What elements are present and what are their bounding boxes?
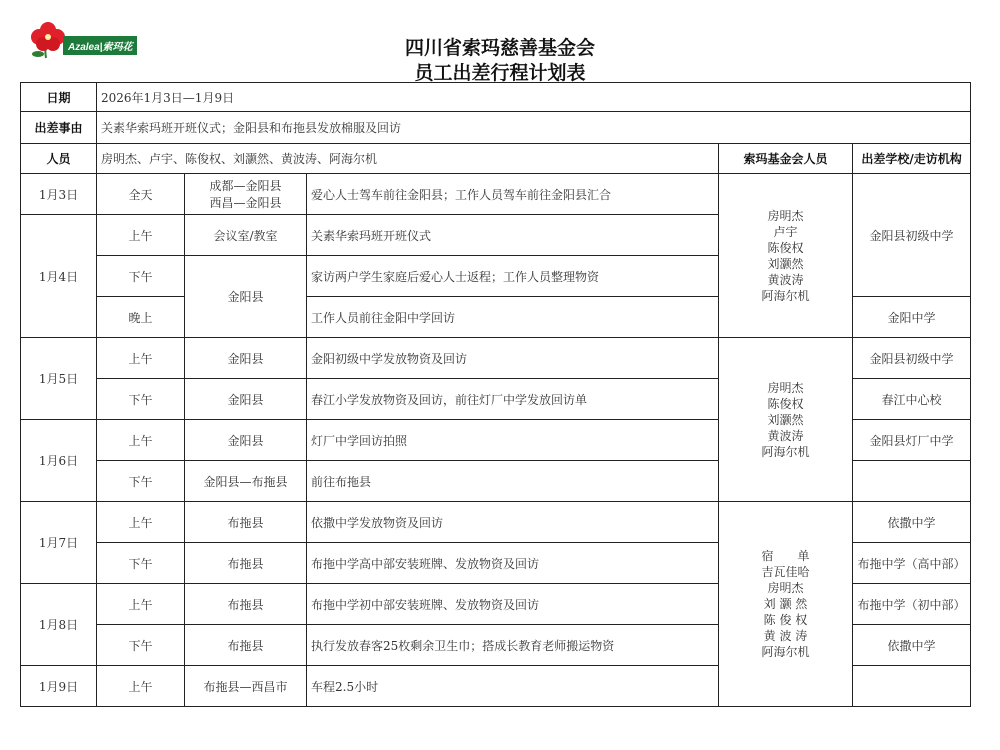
school-column-header: 出差学校/走访机构: [853, 144, 971, 174]
place-cell: 金阳县: [185, 379, 307, 420]
day-cell: 1月3日: [21, 174, 97, 215]
logo-text: Azalea|索玛花: [63, 36, 137, 55]
staff-name: 黄 波 涛: [763, 629, 808, 643]
content-cell: 春江小学发放物资及回访，前往灯厂中学发放回访单: [307, 379, 719, 420]
reason-row: [21, 112, 971, 144]
table-row: [21, 338, 971, 379]
time-cell: 上午: [97, 338, 185, 379]
school-cell: 布拖中学（初中部）: [853, 584, 971, 625]
staff-name: 吉瓦佳哈: [761, 565, 810, 579]
school-cell: 春江中心校: [853, 379, 971, 420]
content-cell: 金阳初级中学发放物资及回访: [307, 338, 719, 379]
itinerary-table: [20, 82, 971, 707]
time-cell: 上午: [97, 420, 185, 461]
staff-name: 阿海尔机: [761, 444, 810, 459]
time-cell: 全天: [97, 174, 185, 215]
time-cell: 上午: [97, 666, 185, 707]
day-cell: 1月9日: [21, 666, 97, 707]
time-cell: 下午: [97, 379, 185, 420]
time-cell: 下午: [97, 461, 185, 502]
people-label: 人员: [21, 144, 97, 174]
school-cell: 布拖中学（高中部）: [853, 543, 971, 584]
place-cell: 金阳县: [185, 338, 307, 379]
staff-name: 卢宇: [773, 224, 798, 239]
content-cell: 执行发放春客25枚剩余卫生巾；搭成长教育老师搬运物资: [307, 625, 719, 666]
content-cell: 前往布拖县: [307, 461, 719, 502]
time-cell: 晚上: [97, 297, 185, 338]
staff-name: 房明杰: [767, 208, 804, 223]
school-cell: 金阳县灯厂中学: [853, 420, 971, 461]
table-row: [21, 502, 971, 543]
reason-label: 出差事由: [21, 112, 97, 144]
content-cell: 关素华索玛班开班仪式: [307, 215, 719, 256]
place-cell: 布拖县—西昌市: [185, 666, 307, 707]
date-row: [21, 83, 971, 112]
place-cell: 布拖县: [185, 625, 307, 666]
time-cell: 上午: [97, 502, 185, 543]
content-cell: 布拖中学初中部安装班牌、发放物资及回访: [307, 584, 719, 625]
school-cell: 金阳中学: [853, 297, 971, 338]
day-cell: 1月5日: [21, 338, 97, 420]
document-subtitle: 员工出差行程计划表: [414, 62, 586, 84]
time-cell: 下午: [97, 256, 185, 297]
staff-group-2: [719, 338, 853, 502]
content-cell: 爱心人士驾车前往金阳县；工作人员驾车前往金阳县汇合: [307, 174, 719, 215]
place-cell: 金阳县—布拖县: [185, 461, 307, 502]
date-label: 日期: [21, 83, 97, 112]
school-cell: [853, 461, 971, 502]
day-cell: 1月4日: [21, 215, 97, 338]
school-cell: 金阳县初级中学: [853, 174, 971, 297]
day-cell: 1月8日: [21, 584, 97, 666]
staff-name: 黄波涛: [767, 428, 804, 443]
school-cell: [853, 666, 971, 707]
content-cell: 布拖中学高中部安装班牌、发放物资及回访: [307, 543, 719, 584]
people-row: [21, 144, 971, 174]
staff-name: 陈 俊 权: [763, 613, 808, 627]
staff-name: 房明杰: [767, 581, 804, 595]
staff-name: 刘 灏 然: [763, 597, 808, 611]
place-cell: [185, 174, 307, 215]
school-cell: 金阳县初级中学: [853, 338, 971, 379]
staff-name: 黄波涛: [767, 272, 804, 287]
staff-group-1: [719, 174, 853, 338]
school-cell: 依撒中学: [853, 502, 971, 543]
staff-name: 刘灏然: [767, 256, 804, 271]
content-cell: 车程2.5小时: [307, 666, 719, 707]
place-cell: 布拖县: [185, 584, 307, 625]
staff-name: 阿海尔机: [761, 645, 810, 659]
place-cell: 金阳县: [185, 256, 307, 338]
day-cell: 1月7日: [21, 502, 97, 584]
day-cell: 1月6日: [21, 420, 97, 502]
reason-value: 关素华索玛班开班仪式；金阳县和布拖县发放棉服及回访: [97, 112, 971, 144]
place-line: 成都—金阳县: [209, 179, 282, 193]
time-cell: 下午: [97, 625, 185, 666]
place-line: 西昌—金阳县: [209, 196, 282, 210]
table-row: [21, 174, 971, 215]
place-cell: 布拖县: [185, 502, 307, 543]
people-value: 房明杰、卢宇、陈俊权、刘灏然、黄波涛、阿海尔机: [97, 144, 719, 174]
staff-name: 陈俊权: [767, 396, 804, 411]
content-cell: 灯厂中学回访拍照: [307, 420, 719, 461]
school-cell: 依撒中学: [853, 625, 971, 666]
content-cell: 家访两户学生家庭后爱心人士返程；工作人员整理物资: [307, 256, 719, 297]
staff-group-3: [719, 502, 853, 707]
date-value: 2026年1月3日—1月9日: [97, 83, 971, 112]
staff-name: 刘灏然: [767, 412, 804, 427]
time-cell: 上午: [97, 584, 185, 625]
document-title: 四川省索玛慈善基金会: [404, 37, 595, 59]
place-cell: 金阳县: [185, 420, 307, 461]
staff-name: 陈俊权: [767, 240, 804, 255]
staff-column-header: 索玛基金会人员: [719, 144, 853, 174]
staff-name: 房明杰: [767, 380, 804, 395]
content-cell: 依撒中学发放物资及回访: [307, 502, 719, 543]
place-cell: 布拖县: [185, 543, 307, 584]
time-cell: 上午: [97, 215, 185, 256]
content-cell: 工作人员前往金阳中学回访: [307, 297, 719, 338]
staff-name: 宿 单: [761, 549, 810, 563]
staff-name: 阿海尔机: [761, 288, 810, 303]
time-cell: 下午: [97, 543, 185, 584]
place-cell: 会议室/教室: [185, 215, 307, 256]
